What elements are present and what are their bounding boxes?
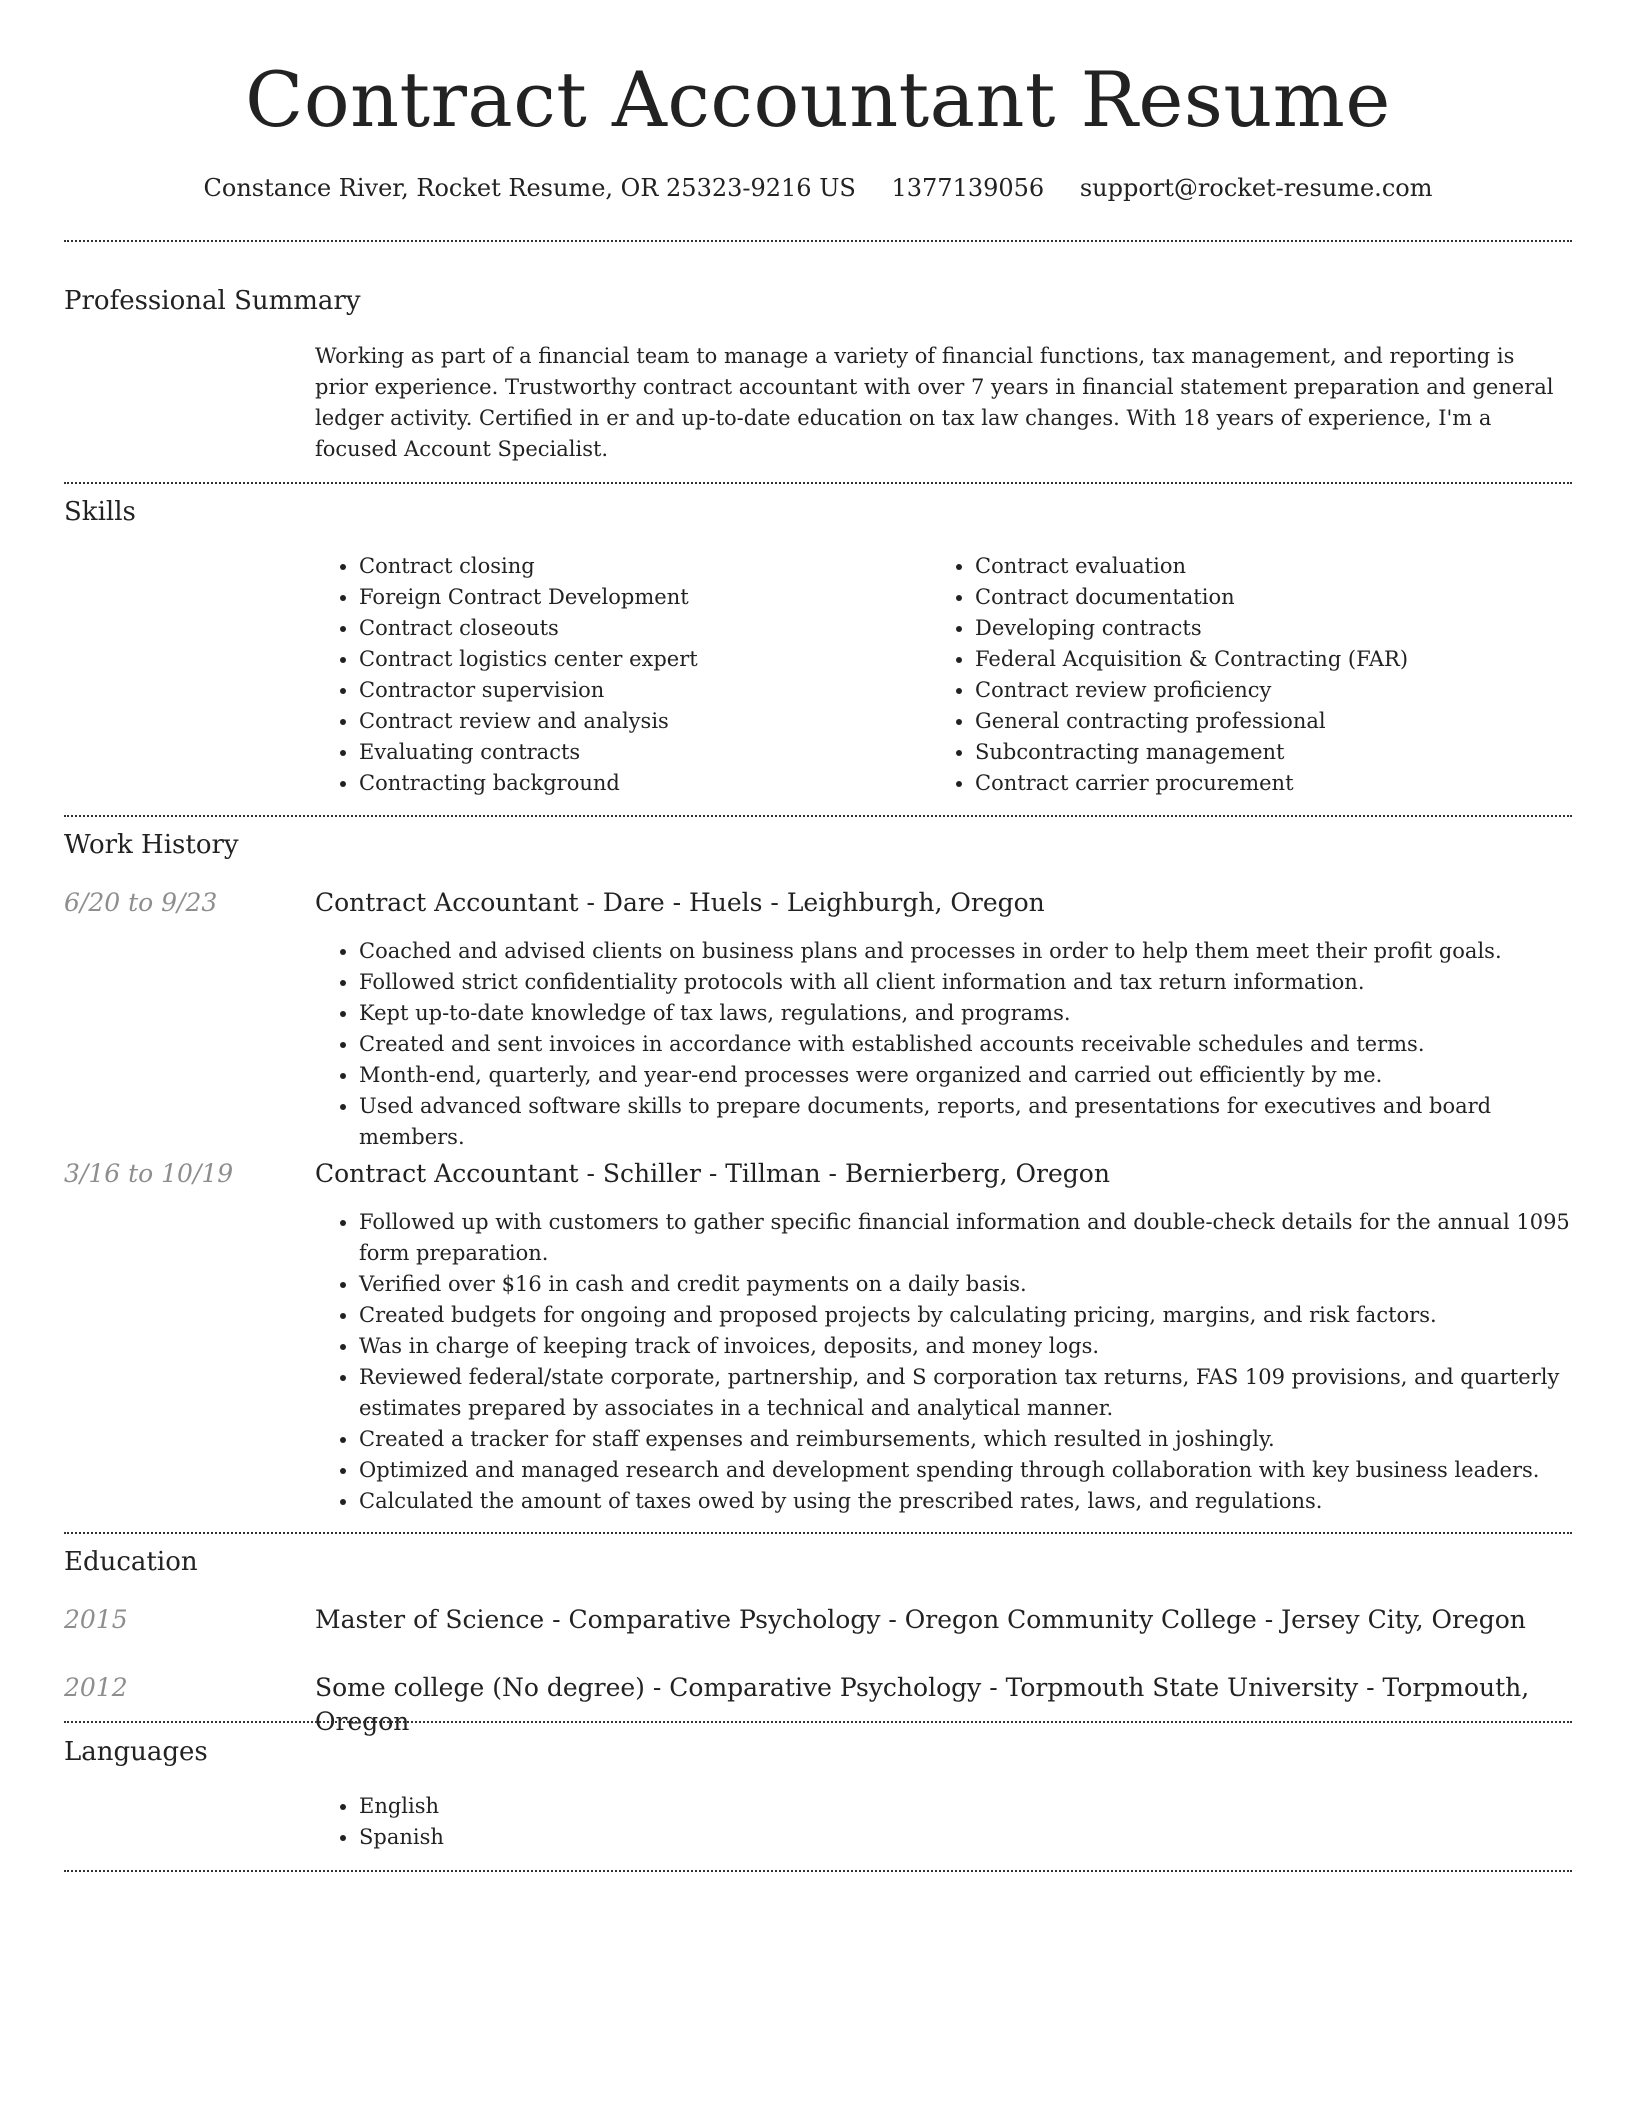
summary-heading: Professional Summary — [64, 286, 361, 316]
contact-email: support@rocket-resume.com — [1079, 174, 1433, 202]
divider — [64, 240, 1572, 242]
skill-item: • General contracting professional — [975, 706, 1616, 737]
education-entry: Master of Science - Comparative Psychology - Oregon Community College - Jersey City, Oregon — [315, 1605, 1526, 1634]
skills-heading: Skills — [64, 497, 136, 527]
skill-item: • Contract review proficiency — [975, 675, 1616, 706]
resume-title: Contract Accountant Resume — [245, 55, 1391, 144]
job-title: Contract Accountant - Dare - Huels - Leighburgh, Oregon — [315, 888, 1045, 917]
job-bullet: • Was in charge of keeping track of invoices, deposits, and money logs. — [359, 1331, 1572, 1362]
contact-address: Constance River, Rocket Resume, OR 25323-9216 US — [203, 174, 856, 202]
skill-item: • Contracting background — [359, 768, 931, 799]
divider — [64, 1532, 1572, 1534]
skill-item: • Evaluating contracts — [359, 737, 931, 768]
skill-item: • Developing contracts — [975, 613, 1616, 644]
skill-item: • Contract review and analysis — [359, 706, 931, 737]
language-item: • English — [359, 1791, 959, 1822]
skill-item: • Contract carrier procurement — [975, 768, 1616, 799]
divider — [64, 815, 1572, 817]
skill-item: • Foreign Contract Development — [359, 582, 931, 613]
skill-item: • Contract closing — [359, 551, 931, 582]
job-title: Contract Accountant - Schiller - Tillman - Bernierberg, Oregon — [315, 1159, 1110, 1188]
job-bullets — [315, 936, 1572, 1153]
job-dates: 3/16 to 10/19 — [64, 1159, 234, 1188]
job-bullet: • Created budgets for ongoing and proposed projects by calculating pricing, margins, and risk factors. — [359, 1300, 1572, 1331]
skill-item: • Federal Acquisition & Contracting (FAR) — [975, 644, 1616, 675]
job-bullet: • Kept up-to-date knowledge of tax laws, regulations, and programs. — [359, 998, 1572, 1029]
job-bullet: • Month-end, quarterly, and year-end processes were organized and carried out efficiently by me. — [359, 1060, 1572, 1091]
education-year: 2012 — [64, 1673, 128, 1702]
job-bullet: • Optimized and managed research and development spending through collaboration with key business leaders. — [359, 1455, 1572, 1486]
job-bullet: • Coached and advised clients on business plans and processes in order to help them meet their profit goals. — [359, 936, 1572, 967]
education-year: 2015 — [64, 1605, 128, 1634]
divider — [64, 1870, 1572, 1872]
job-bullet: • Followed strict confidentiality protocols with all client information and tax return information. — [359, 967, 1572, 998]
skill-item: • Subcontracting management — [975, 737, 1616, 768]
job-bullet: • Reviewed federal/state corporate, partnership, and S corporation tax returns, FAS 109 provisions, and quarterly estimates prepared by associates in a technical and analytical manner. — [359, 1362, 1572, 1424]
job-bullet: • Calculated the amount of taxes owed by using the prescribed rates, laws, and regulations. — [359, 1486, 1572, 1517]
skill-item: • Contract documentation — [975, 582, 1616, 613]
divider — [64, 482, 1572, 484]
job-bullet: • Verified over $16 in cash and credit payments on a daily basis. — [359, 1269, 1572, 1300]
skill-item: • Contract logistics center expert — [359, 644, 931, 675]
work-heading: Work History — [64, 830, 239, 860]
skill-item: • Contract closeouts — [359, 613, 931, 644]
job-bullets — [315, 1207, 1572, 1517]
language-item: • Spanish — [359, 1822, 959, 1853]
languages-list — [315, 1791, 959, 1853]
skills-list-left — [315, 551, 931, 799]
job-bullet: • Used advanced software skills to prepare documents, reports, and presentations for executives and board members. — [359, 1091, 1572, 1153]
contact-line — [64, 170, 1572, 206]
languages-heading: Languages — [64, 1737, 208, 1767]
skill-item: • Contract evaluation — [975, 551, 1616, 582]
job-bullet: • Created and sent invoices in accordance with established accounts receivable schedules and terms. — [359, 1029, 1572, 1060]
divider — [64, 1721, 1572, 1723]
summary-text: Working as part of a financial team to manage a variety of financial functions, tax management, and reporting is prior experience. Trustworthy contract accountant with over 7 years in financial statement preparation and general ledger activity. Certified in er and up-to-date education on tax law changes. With 18 years of experience, I'm a focused Account Specialist. — [315, 344, 1554, 461]
education-entry: Some college (No degree) - Comparative Psychology - Torpmouth State University - Torpmouth, Oregon — [315, 1673, 1530, 1736]
job-dates: 6/20 to 9/23 — [64, 888, 218, 917]
job-bullet: • Followed up with customers to gather specific financial information and double-check details for the annual 1095 form preparation. — [359, 1207, 1572, 1269]
skills-list-right — [931, 551, 1616, 799]
job-bullet: • Created a tracker for staff expenses and reimbursements, which resulted in joshingly. — [359, 1424, 1572, 1455]
contact-phone: 1377139056 — [891, 174, 1045, 202]
skill-item: • Contractor supervision — [359, 675, 931, 706]
education-heading: Education — [64, 1547, 198, 1577]
